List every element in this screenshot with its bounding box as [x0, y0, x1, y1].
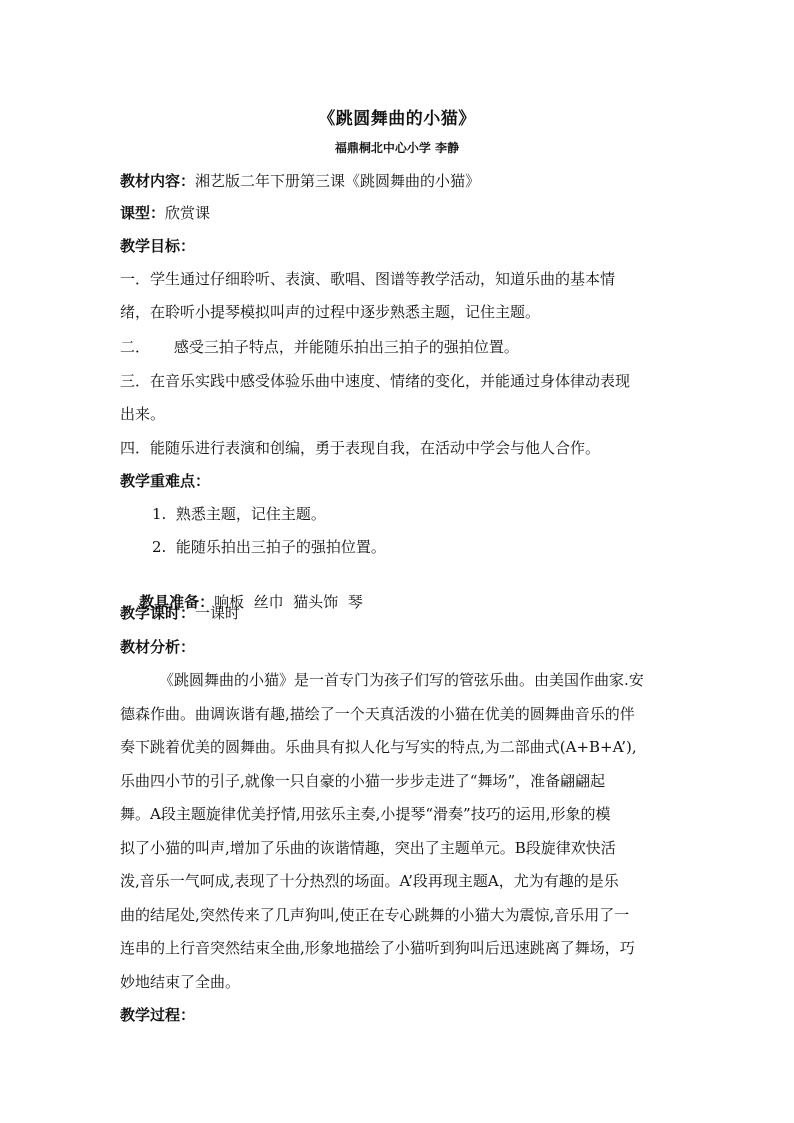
material-value: 湘艺版二年下册第三课《跳圆舞曲的小猫》	[195, 172, 481, 190]
analysis-line: 曲的结尾处,突然传来了几声狗叫,使正在专心跳舞的小猫大为震惊,音乐用了一	[120, 906, 630, 924]
analysis-line: 拟了小猫的叫声,增加了乐曲的诙谐情趣，突出了主题单元。B段旋律欢快活	[120, 839, 616, 857]
material-label: 教材内容：	[120, 172, 196, 190]
analysis-line: 《跳圆舞曲的小猫》是一首专门为孩子们写的管弦乐曲。由美国作曲家.安	[159, 671, 644, 689]
key-point-item: 1. 熟悉主题，记住主题。	[152, 505, 326, 523]
lesson-type-label: 课型：	[120, 204, 166, 222]
objective-line: 三．在音乐实践中感受体验乐曲中速度、情绪的变化，并能通过身体律动表现	[120, 372, 631, 390]
tools-label: 教具准备：	[139, 593, 215, 611]
hours-row	[120, 602, 680, 624]
tools-value: 响板 丝巾 猫头饰 琴	[214, 593, 363, 611]
material-row	[120, 170, 680, 192]
lesson-type-value: 欣赏课	[165, 204, 211, 222]
hours-label: 教学课时：	[120, 604, 196, 622]
analysis-line: 妙地结束了全曲。	[120, 973, 241, 991]
key-point-item: 2. 能随乐拍出三拍子的强拍位置。	[152, 538, 386, 556]
objectives-heading: 教学目标：	[120, 237, 196, 255]
analysis-line: 德森作曲。曲调诙谐有趣,描绘了一个天真活泼的小猫在优美的圆舞曲音乐的伴	[120, 705, 635, 723]
author-line: 福鼎桐北中心小学 李静	[334, 141, 460, 155]
objective-line: 一．学生通过仔细聆听、表演、歌唱、图谱等教学活动，知道乐曲的基本情	[120, 270, 616, 288]
analysis-line: 连串的上行音突然结束全曲,形象地描绘了小猫听到狗叫后迅速跳离了舞场，巧	[120, 939, 635, 957]
analysis-line: 泼,音乐一气呵成,表现了十分热烈的场面。A’段再现主题A，尤为有趣的是乐	[120, 872, 619, 890]
process-heading: 教学过程：	[120, 1006, 196, 1024]
analysis-line: 乐曲四小节的引子,就像一只自豪的小猫一步步走进了“舞场”，准备翩翩起	[120, 772, 606, 790]
objective-line: 出来。	[120, 405, 166, 423]
objective-line: 四．能随乐进行表演和创编，勇于表现自我，在活动中学会与他人合作。	[120, 439, 601, 457]
objective-line: 绪，在聆听小提琴模拟叫声的过程中逐步熟悉主题，记住主题。	[120, 303, 541, 321]
objective-line: 二． 感受三拍子特点，并能随乐拍出三拍子的强拍位置。	[120, 338, 519, 356]
analysis-line: 奏下跳着优美的圆舞曲。乐曲具有拟人化与写实的特点,为二部曲式(A+B+A’),	[120, 738, 637, 756]
document-title: 《跳圆舞曲的小猫》	[318, 109, 476, 129]
lesson-type-row	[120, 202, 680, 224]
analysis-heading: 教材分析：	[120, 638, 196, 656]
analysis-line: 舞。A段主题旋律优美抒情,用弦乐主奏,小提琴“滑奏”技巧的运用,形象的模	[120, 805, 611, 823]
hours-value: 一课时	[195, 604, 241, 622]
key-points-heading: 教学重难点：	[120, 472, 211, 490]
